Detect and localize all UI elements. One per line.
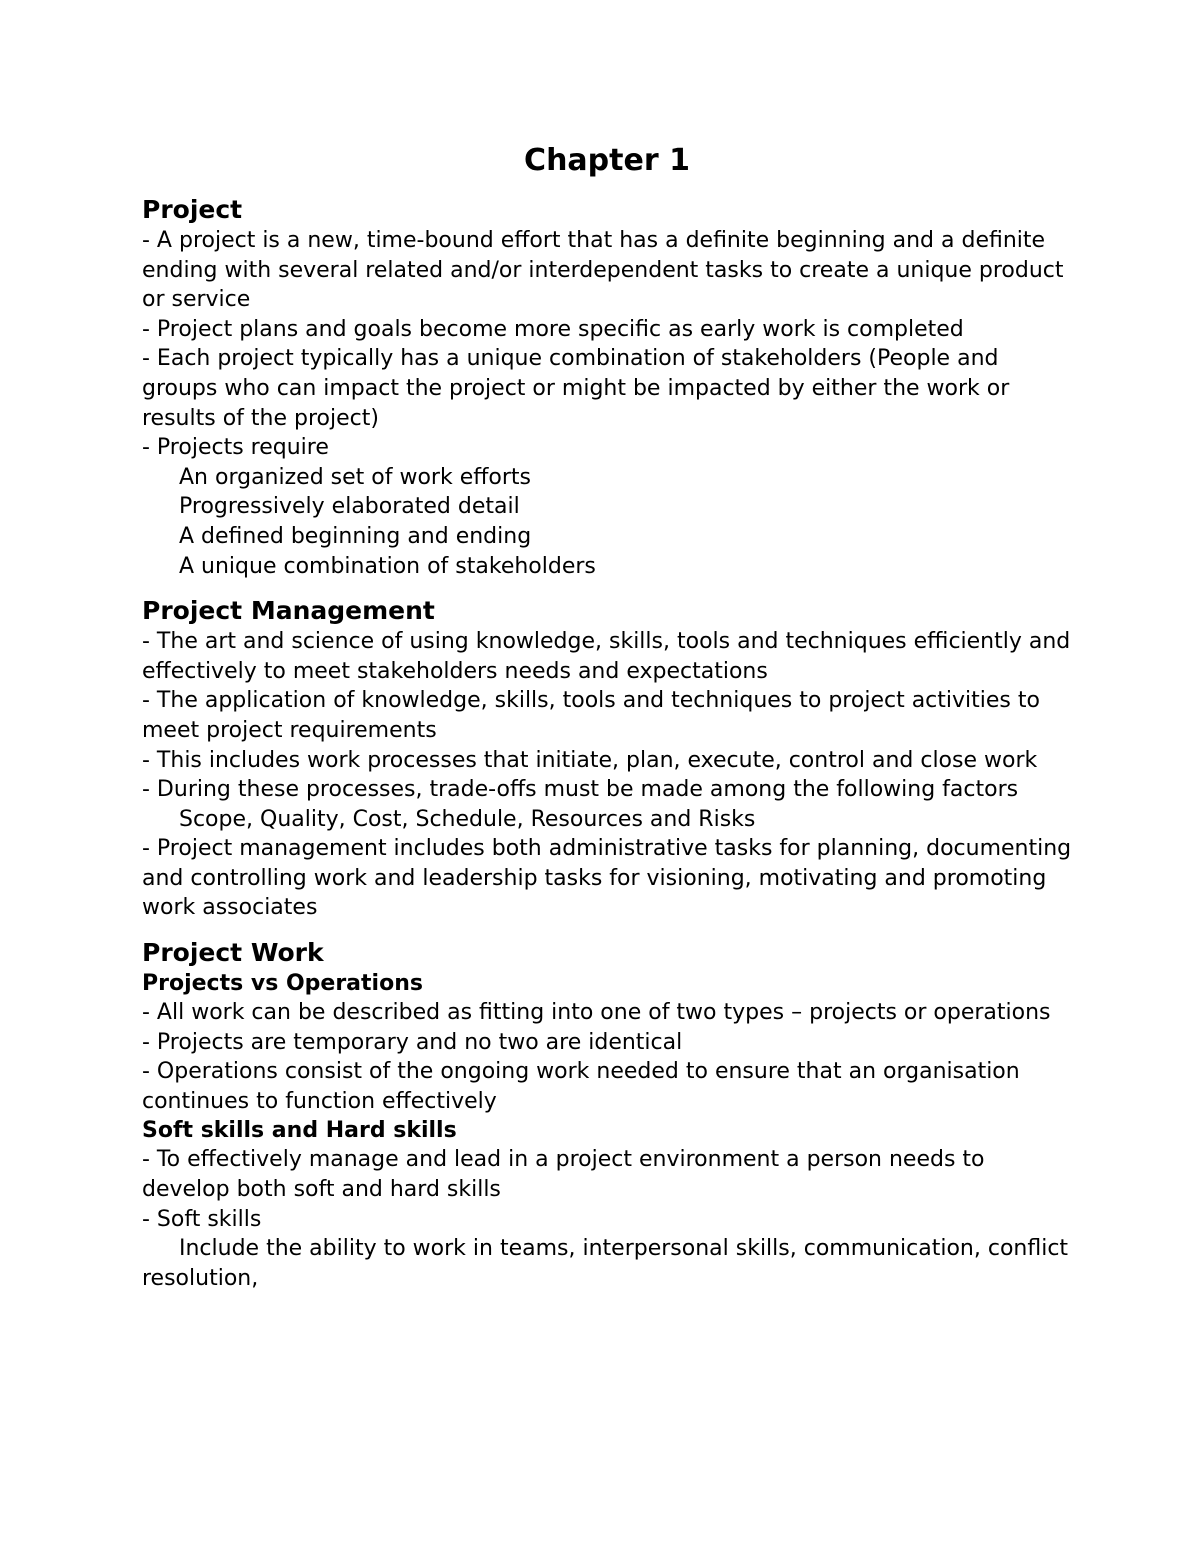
section-heading-project-management: Project Management bbox=[142, 596, 435, 626]
paragraph: - Operations consist of the ongoing work needed to ensure that an organisation continues to function effectively bbox=[142, 1059, 1020, 1114]
requirement-item: A defined beginning and ending bbox=[179, 523, 532, 549]
paragraph: - This includes work processes that initiate, plan, execute, control and close work bbox=[142, 747, 1038, 773]
paragraph: - All work can be described as fitting into one of two types – projects or operations bbox=[142, 1000, 1051, 1026]
paragraph: - Project plans and goals become more specific as early work is completed bbox=[142, 316, 964, 342]
paragraph: - Project management includes both administrative tasks for planning, documenting and controlling work and leadership tasks for visioning, motivating and promoting work associates bbox=[142, 836, 1072, 921]
paragraph: - Projects are temporary and no two are identical bbox=[142, 1029, 683, 1055]
paragraph: Include the ability to work in teams, interpersonal skills, communication, conflict resolution, bbox=[142, 1236, 1069, 1291]
paragraph: - A project is a new, time-bound effort that has a definite beginning and a definite ending with several related and/or interdependent tasks to create a unique product or service bbox=[142, 228, 1064, 313]
paragraph: - Soft skills bbox=[142, 1206, 262, 1232]
subheading-soft-hard-skills: Soft skills and Hard skills bbox=[142, 1118, 457, 1144]
paragraph: - To effectively manage and lead in a project environment a person needs to develop both soft and hard skills bbox=[142, 1147, 985, 1203]
section-heading-project: Project bbox=[142, 195, 243, 224]
document-page bbox=[142, 138, 1072, 1293]
chapter-title: Chapter 1 bbox=[524, 143, 690, 178]
paragraph: - Projects require bbox=[142, 435, 329, 461]
section-heading-project-work: Project Work bbox=[142, 938, 324, 968]
requirement-item: An organized set of work efforts bbox=[179, 464, 531, 490]
requirement-item: A unique combination of stakeholders bbox=[179, 553, 596, 579]
paragraph: - The application of knowledge, skills, tools and techniques to project activities to meet project requirements bbox=[142, 688, 1040, 743]
subheading-projects-vs-operations: Projects vs Operations bbox=[142, 971, 423, 997]
paragraph: - The art and science of using knowledge, skills, tools and techniques efficiently and effectively to meet stakeholders needs and expectations bbox=[142, 629, 1071, 684]
paragraph: - Each project typically has a unique combination of stakeholders (People and groups who can impact the project or might be impacted by either the work or results of the project) bbox=[142, 346, 1010, 431]
paragraph: - During these processes, trade-offs must be made among the following factors bbox=[142, 777, 1019, 803]
factors-list: Scope, Quality, Cost, Schedule, Resources and Risks bbox=[179, 806, 756, 832]
requirement-item: Progressively elaborated detail bbox=[179, 494, 520, 520]
